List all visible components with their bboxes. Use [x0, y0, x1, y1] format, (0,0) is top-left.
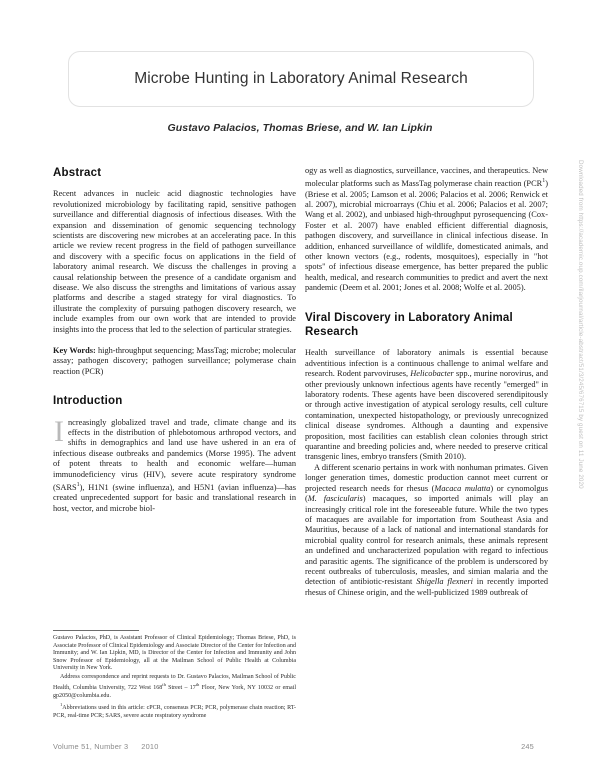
footnote-abbreviations [53, 701, 296, 720]
ordinal-th-1: th [162, 682, 166, 687]
page-footer [53, 742, 534, 751]
vd-p2-b: ) or cynomolgus ( [305, 483, 548, 504]
vd-p2-a: A different scenario pertains in work with nonhuman primates. Given longer generation times, domestic production cannot meet current or projected research needs for rhesus ( [305, 462, 548, 493]
page-title: Microbe Hunting in Laboratory Animal Research [134, 70, 468, 87]
introduction-text [53, 414, 296, 514]
footnote-correspondence [53, 674, 296, 701]
continued-a: ogy as well as diagnostics, surveillance, vaccines, and therapeutics. New molecular platforms such as MassTag polymerase chain reaction (PCR [305, 166, 548, 189]
vd-p2-d: in recently imported rhesus of Chinese origin, and the well-publicized 1989 outbreak of [305, 577, 548, 597]
vd-p1-a: Health surveillance of laboratory animals is essential because adventitious infection is a continuous challenge to animal welfare and research. Rodent parvoviruses, [305, 348, 548, 379]
right-column [305, 166, 548, 598]
viral-discovery-heading: Viral Discovery in Laboratory Animal Research [305, 311, 513, 339]
author-list: Gustavo Palacios, Thomas Briese, and W. Ian Lipkin [167, 122, 433, 134]
ordinal-th-2: th [195, 682, 200, 687]
species-m-fascicularis: M. fascicularis [307, 494, 363, 504]
footer-volume-info [53, 742, 159, 751]
species-helicobacter: Helicobacter [410, 369, 454, 379]
species-macaca-mulatta: Macaca mulatta [434, 483, 491, 493]
abbrev-marker: 1 [60, 702, 63, 708]
correspondence-a: Address correspondence and reprint requests to Dr. Gustavo Palacios, Mailman School of Public Health, Columbia University, 722 West 168 [53, 673, 296, 692]
download-watermark [577, 160, 600, 760]
footnote-affiliation: Gustavo Palacios, PhD, is Assistant Professor of Clinical Epidemiology; Thomas Briese, PhD, is Associate Professor of Clinical Epidemiology and Associate Director of the Center for Infection and Immunity; and W. Ian Lipkin, MD, is Director of the Center for Infection and Immunity and John Snow Professor of Epidemiology, all at the Mailman School of Public Health at Columbia University in New York. [53, 635, 296, 671]
abbrev-text: Abbreviations used in this article: cPCR, consensus PCR; PCR, polymerase chain reaction; RT-PCR, real-time PCR; SARS, severe acute respiratory syndrome [53, 705, 296, 719]
introduction-heading: Introduction [53, 395, 123, 408]
introduction-body-b: ), H1N1 (swine influenza), and H5N1 (avian influenza)—has created unprecedented support for basic and translational research in host, vector, and microbe biol- [53, 482, 296, 513]
title-box [68, 51, 534, 107]
footer-year: 2010 [141, 742, 159, 751]
keywords [53, 346, 296, 377]
species-shigella-flexneri: Shigella flexneri [416, 577, 473, 587]
continued-b: ) (Briese et al. 2005; Lamson et al. 2006; Palacios et al. 2006; Renwick et al. 2007), microbial microarrays (Chiu et al. 2006; Palacios et al. 2007; Wang et al. 2002), and unbiased high-throughput pyrosequencing (Cox-Foster et al. 2007) have enabled efficient differential diagnosis, pathogen discovery, and surveillance in clinical infectious disease. In addition, enhanced surveillance of wildlife, domesticated animals, and other known vectors (e.g., rodents, mosquitoes), especially in "hot spots" of infectious disease emergence, has better prepared the public health, medical, and research communities to predict and avert the next pandemic (Deem et al. 2001; Jones et al. 2008; Wolfe et al. 2005). [305, 179, 548, 293]
viral-discovery-paragraph-2 [305, 463, 548, 598]
viral-discovery-paragraph-1 [305, 348, 548, 462]
drop-cap: I [54, 414, 64, 448]
footer-volume: Volume 51, Number 3 [53, 742, 129, 751]
correspondence-c: Floor, New York, NY 10032 or email gp2050@columbia.edu. [53, 685, 296, 699]
keywords-label: Key Words: [53, 346, 96, 356]
vd-p1-b: spp., murine norovirus, and other previously unknown infectious agents have recently "emerged" in laboratory rodents. These agents have been discovered serendipitously or through active investigation of atypical serology results, cell culture contamination, unexpected histopathology, or previously unrecognized clinical disease syndromes. Although a daunting and expensive proposition, most facilities can establish clean colonies through strict quarantine and breeding policies and, where needed to preserve critical transgenic lines, embryo transfers (Smith 2010). [305, 369, 548, 462]
footnote-marker-1: 1 [76, 482, 80, 489]
footnote-marker-2: 1 [542, 178, 546, 185]
keywords-text: high-throughput sequencing; MassTag; microbe; molecular assay; pathogen discovery; pathogen surveillance; polymerase chain reaction (PCR) [53, 346, 296, 376]
footnote-divider [53, 630, 139, 631]
abstract-text: Recent advances in nucleic acid diagnostic technologies have revolutionized microbiology by facilitating rapid, sensitive pathogen surveillance and differential diagnosis of infectious diseases. With the expansion and dissemination of genomic sequencing technology scientists are discovering new microbes at an accelerating pace. In this article we review recent progress in the field of pathogen surveillance and discovery with a specific focus on applications in the field of laboratory animal research. We discuss the challenges in proving a causal relationship between the presence of a candidate organism and disease. We also discuss the strengths and limitations of various assay platforms and describe a staged strategy for viral diagnostics. To illustrate the complexity of pursuing pathogen discovery research, we include examples from our own work that are intended to provide insights into the process that led to the selection of particular strategies. [53, 189, 296, 334]
footnote-block [53, 630, 296, 720]
footer-page-number: 245 [521, 742, 534, 751]
watermark-text: Downloaded from https://academic.oup.com/ilarjournal/article-abstract/51/3/245/676715 by guest on 11 June 2020 [577, 160, 584, 489]
vd-p2-c: ) macaques, so imported animals will play an increasingly critical role int the foreseeable future. While the two types of macaques are available for importation from Southeast Asia and Mauritius, because of a lack of national and international standards for microbial quality control for research animals, these animals represent an undefined and uncharacterized population with regard to infectious and parasitic agents. The significance of the problem is underscored by recent outbreaks of tuberculosis, measles, and simian malaria and the detection of antibiotic-resistant [305, 494, 549, 587]
correspondence-b: Street – 17 [165, 685, 196, 692]
left-column [53, 166, 296, 514]
abstract-heading: Abstract [53, 167, 102, 179]
introduction-body-a: ncreasingly globalized travel and trade, climate change and its effects in the distribution of phlebotomous arthropod vectors, and shifts in demographics and land use have ushered in an era of infectious disease outbreaks and pandemics (Morse 1995). The advent of potent threats to health and economic welfare—human immunodeficiency virus (HIV), severe acute respiratory syndrome (SARS [53, 417, 296, 492]
continued-paragraph [305, 166, 548, 294]
